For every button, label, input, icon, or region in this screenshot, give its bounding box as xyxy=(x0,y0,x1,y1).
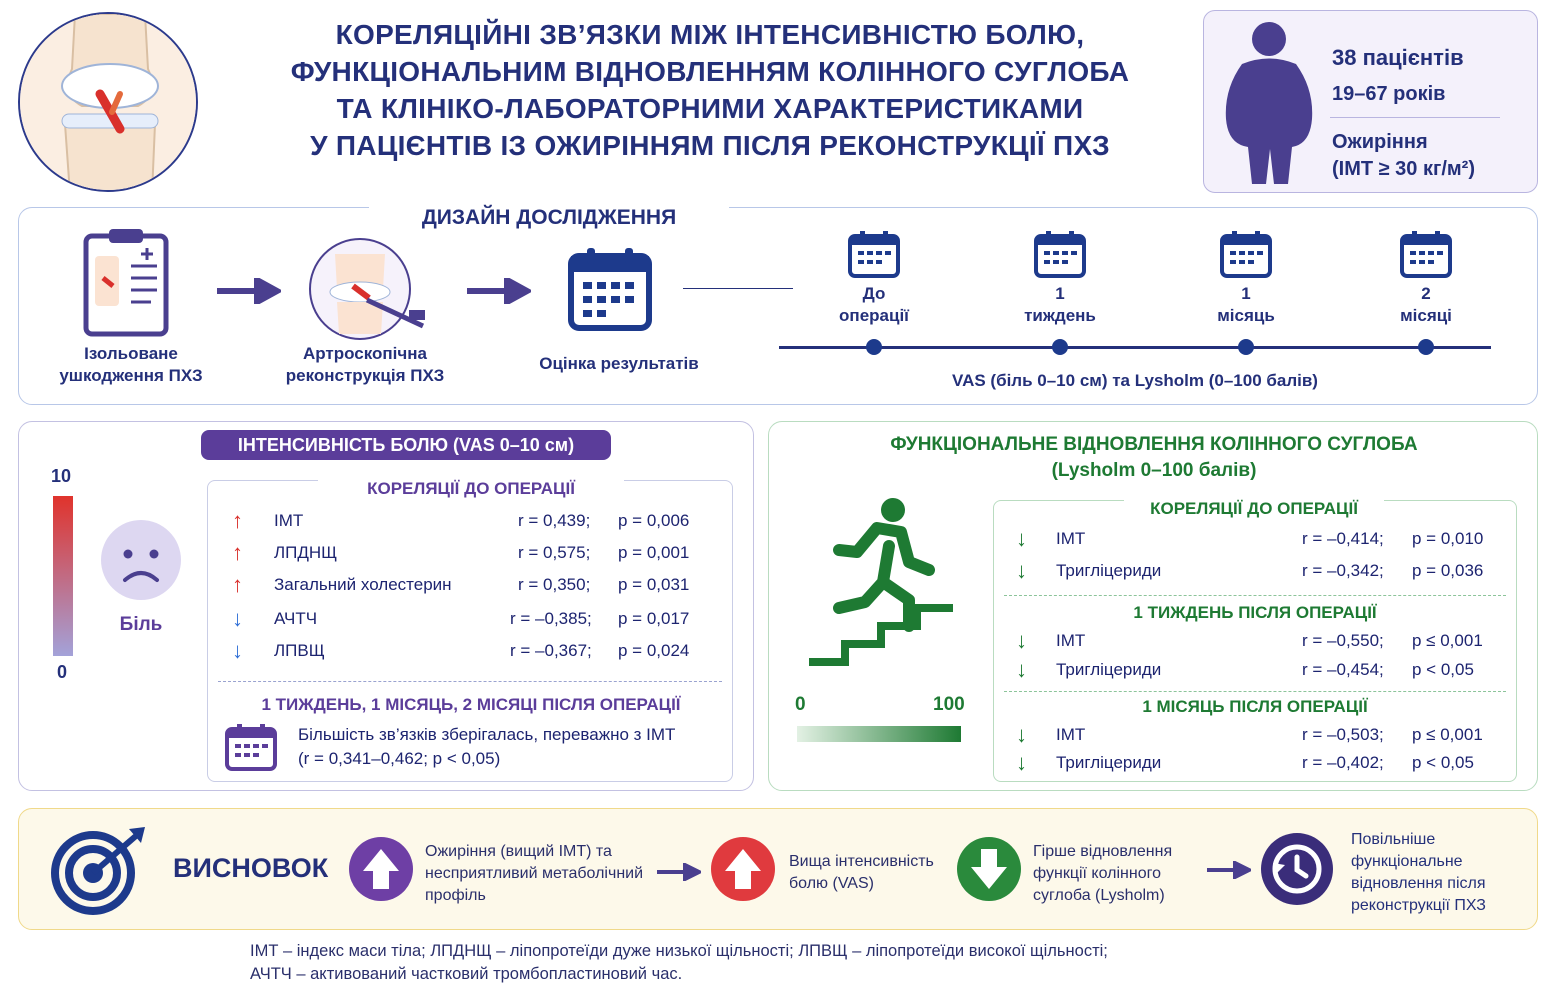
pain-postop-text xyxy=(298,723,675,771)
timepoint-line-1: 1 xyxy=(1055,284,1065,303)
calendar-icon xyxy=(567,246,653,332)
title-line-3: ТА КЛІНІКО-ЛАБОРАТОРНИМИ ХАРАКТЕРИСТИКАМИ xyxy=(336,93,1084,124)
function-row-name: ІМТ xyxy=(1056,631,1086,650)
arrow-down-icon: ↓ xyxy=(1016,558,1027,583)
assessment-scales: VAS (біль 0–10 см) та Lysholm (0–100 балів) xyxy=(952,371,1318,390)
function-divider xyxy=(1004,691,1506,692)
conclusion-step-2-line-1: Вища інтенсивність xyxy=(789,853,934,870)
study-design-panel xyxy=(18,207,1538,405)
timepoint-line-1: 1 xyxy=(1241,284,1251,303)
arrow-down-icon: ↓ xyxy=(1016,722,1027,747)
footnote-line-2: АЧТЧ – активований частковий тромбопластиновий час. xyxy=(250,965,683,983)
function-row-name: Тригліцериди xyxy=(1056,660,1162,679)
pain-row-r: r = –0,367; xyxy=(510,641,592,660)
title-line-2: ФУНКЦІОНАЛЬНИМ ВІДНОВЛЕННЯМ КОЛІННОГО СУГЛОБА xyxy=(290,56,1130,87)
step-1-label xyxy=(41,343,221,387)
conclusion-step-3-circle xyxy=(957,837,1021,901)
arrow-down-icon: ↓ xyxy=(232,638,243,663)
function-row-p: p < 0,05 xyxy=(1412,753,1474,772)
timeline-axis xyxy=(779,346,1491,349)
function-row-triglycerides xyxy=(1016,658,1496,682)
function-row-r: r = –0,402; xyxy=(1302,753,1384,772)
step-1-line-1: Ізольоване xyxy=(84,344,178,363)
pain-title: ІНТЕНСИВНІСТЬ БОЛЮ (VAS 0–10 см) xyxy=(201,430,611,460)
timepoint-line-2: тиждень xyxy=(1024,306,1096,325)
pain-row-r: r = 0,575; xyxy=(518,543,591,562)
function-row-r: r = –0,454; xyxy=(1302,660,1384,679)
conclusion-step-2-circle xyxy=(711,837,775,901)
function-row-r: r = –0,414; xyxy=(1302,529,1384,548)
function-group-title: КОРЕЛЯЦІЇ ДО ОПЕРАЦІЇ xyxy=(1124,499,1384,519)
pain-row-vldl xyxy=(232,541,712,565)
timepoint-line-2: операції xyxy=(839,306,909,325)
clock-history-icon xyxy=(1261,833,1333,905)
page-title xyxy=(220,16,1200,164)
function-row-bmi xyxy=(1016,723,1496,747)
function-row-bmi xyxy=(1016,527,1496,551)
arrow-down-icon: ↓ xyxy=(232,606,243,631)
arrow-up-icon xyxy=(711,837,775,901)
function-title-2: (Lysholm 0–100 балів) xyxy=(1051,460,1257,481)
pain-face-label: Біль xyxy=(119,614,163,635)
knee-illustration xyxy=(18,12,198,192)
footnote xyxy=(250,940,1450,986)
conclusion-step-3-text xyxy=(1033,841,1203,907)
timeline-dot xyxy=(866,339,882,355)
function-correlations-box xyxy=(993,500,1517,782)
conclusion-step-1-line-3: профіль xyxy=(425,887,486,904)
study-design-title: ДИЗАЙН ДОСЛІДЖЕННЯ xyxy=(369,206,729,230)
pain-row-p: p = 0,001 xyxy=(618,543,690,562)
pain-row-name: ЛПДНЩ xyxy=(274,543,338,562)
arrow-down-icon: ↓ xyxy=(1016,526,1027,551)
obesity-label: Ожиріння xyxy=(1332,131,1428,153)
pain-correlations-box xyxy=(207,480,733,782)
pain-row-p: p = 0,024 xyxy=(618,641,690,660)
connector-line xyxy=(683,288,793,289)
timepoint-line-1: До xyxy=(862,284,886,303)
conclusion-step-2-text xyxy=(789,851,959,895)
pain-scale-bar xyxy=(53,496,73,656)
calendar-icon xyxy=(1033,230,1087,278)
function-row-p: p < 0,05 xyxy=(1412,660,1474,679)
running-stairs-icon xyxy=(805,496,965,668)
arrow-down-icon: ↓ xyxy=(1016,657,1027,682)
pain-row-r: r = 0,439; xyxy=(518,511,591,530)
conclusion-step-4-line-2: функціональне xyxy=(1351,853,1463,870)
timeline-dot xyxy=(1238,339,1254,355)
title-line-4: У ПАЦІЄНТІВ ІЗ ОЖИРІННЯМ ПІСЛЯ РЕКОНСТРУКЦІЇ ПХЗ xyxy=(310,130,1110,161)
pain-postop-title: 1 ТИЖДЕНЬ, 1 МІСЯЦЬ, 2 МІСЯЦІ ПІСЛЯ ОПЕРАЦІЇ xyxy=(261,695,681,714)
knee-joint-icon xyxy=(20,14,198,192)
function-group-title: 1 ТИЖДЕНЬ ПІСЛЯ ОПЕРАЦІЇ xyxy=(1133,603,1377,622)
function-scale-min: 0 xyxy=(795,694,806,715)
pain-row-name: ЛПВЩ xyxy=(274,641,325,660)
function-row-p: p = 0,036 xyxy=(1412,561,1484,580)
conclusion-step-4-text xyxy=(1351,829,1531,917)
calendar-icon xyxy=(224,723,278,771)
function-row-p: p ≤ 0,001 xyxy=(1412,725,1483,744)
arrow-down-icon: ↓ xyxy=(1016,628,1027,653)
step-3-label: Оцінка результатів xyxy=(539,354,699,373)
arthroscopy-icon xyxy=(305,234,435,344)
function-row-r: r = –0,503; xyxy=(1302,725,1384,744)
function-scale-max: 100 xyxy=(933,694,965,715)
target-icon xyxy=(49,825,149,915)
timeline-dot xyxy=(1052,339,1068,355)
arrow-right-icon xyxy=(1207,861,1251,879)
bmi-threshold: (ІМТ ≥ 30 кг/м²) xyxy=(1332,158,1475,180)
pain-row-aptt xyxy=(232,607,712,631)
function-row-p: p = 0,010 xyxy=(1412,529,1484,548)
conclusion-step-1-line-2: несприятливий метаболічний xyxy=(425,865,644,882)
pain-row-p: p = 0,006 xyxy=(618,511,690,530)
conclusion-step-1-text xyxy=(425,841,665,907)
conclusion-step-4-line-4: реконструкції ПХЗ xyxy=(1351,897,1486,914)
arrow-up-icon: ↑ xyxy=(232,508,243,533)
function-scale-bar xyxy=(797,726,961,742)
function-title-1: ФУНКЦІОНАЛЬНЕ ВІДНОВЛЕННЯ КОЛІННОГО СУГЛОБА xyxy=(890,434,1418,455)
patients-divider xyxy=(1330,117,1500,118)
pain-divider xyxy=(218,681,722,682)
pain-postop-line-2: (r = 0,341–0,462; p < 0,05) xyxy=(298,749,501,768)
conclusion-step-3-line-3: суглоба (Lysholm) xyxy=(1033,887,1165,904)
function-group-title: 1 МІСЯЦЬ ПІСЛЯ ОПЕРАЦІЇ xyxy=(1142,697,1368,716)
conclusion-step-3-line-1: Гірше відновлення xyxy=(1033,843,1173,860)
timepoint-1-month xyxy=(1201,230,1291,327)
pain-row-name: ІМТ xyxy=(274,511,304,530)
pain-row-p: p = 0,031 xyxy=(618,575,690,594)
pain-panel xyxy=(18,421,754,791)
arrow-down-icon xyxy=(957,837,1021,901)
function-panel xyxy=(768,421,1538,791)
timepoint-2-months xyxy=(1381,230,1471,327)
pain-scale-min: 0 xyxy=(57,662,68,682)
step-2-label xyxy=(265,343,465,387)
function-row-bmi xyxy=(1016,629,1496,653)
function-row-name: ІМТ xyxy=(1056,529,1086,548)
arrow-right-icon xyxy=(467,278,531,304)
step-2-line-1: Артроскопічна xyxy=(302,344,427,363)
pain-row-name: АЧТЧ xyxy=(274,609,318,628)
step-1-line-2: ушкодження ПХЗ xyxy=(59,366,203,385)
pain-row-name: Загальний холестерин xyxy=(274,575,452,594)
calendar-icon xyxy=(847,230,901,278)
pain-row-p: p = 0,017 xyxy=(618,609,690,628)
function-row-r: r = –0,342; xyxy=(1302,561,1384,580)
pain-preop-title: КОРЕЛЯЦІЇ ДО ОПЕРАЦІЇ xyxy=(318,479,624,499)
function-row-triglycerides xyxy=(1016,559,1496,583)
obese-person-icon xyxy=(1222,19,1317,187)
conclusion-step-1-line-1: Ожиріння (вищий ІМТ) та xyxy=(425,843,612,860)
patients-card xyxy=(1203,10,1538,193)
footnote-line-1: ІМТ – індекс маси тіла; ЛПДНЩ – ліпопротеїди дуже низької щільності; ЛПВЩ – ліпопротеїди високої щільності; xyxy=(250,942,1108,960)
conclusion-panel xyxy=(18,808,1538,930)
arrow-right-icon xyxy=(217,278,281,304)
function-row-r: r = –0,550; xyxy=(1302,631,1384,650)
timepoint-line-2: місяці xyxy=(1400,306,1452,325)
arrow-right-icon xyxy=(657,863,701,881)
timepoint-before-op xyxy=(829,230,919,327)
patients-count: 38 пацієнтів xyxy=(1332,45,1464,70)
conclusion-label: ВИСНОВОК xyxy=(173,853,329,883)
function-row-name: Тригліцериди xyxy=(1056,561,1162,580)
arrow-up-icon: ↑ xyxy=(232,572,243,597)
pain-row-cholesterol xyxy=(232,573,712,597)
conclusion-step-4-circle xyxy=(1261,833,1333,905)
pain-row-hdl xyxy=(232,639,712,663)
arrow-down-icon: ↓ xyxy=(1016,750,1027,775)
calendar-icon xyxy=(1219,230,1273,278)
timepoint-line-1: 2 xyxy=(1421,284,1431,303)
title-line-1: КОРЕЛЯЦІЙНІ ЗВ’ЯЗКИ МІЖ ІНТЕНСИВНІСТЮ БОЛЮ, xyxy=(335,19,1085,50)
timeline-dot xyxy=(1418,339,1434,355)
conclusion-step-2-line-2: болю (VAS) xyxy=(789,875,874,892)
function-row-name: ІМТ xyxy=(1056,725,1086,744)
pain-row-r: r = 0,350; xyxy=(518,575,591,594)
function-divider xyxy=(1004,595,1506,596)
conclusion-step-1-circle xyxy=(349,837,413,901)
arrow-up-icon: ↑ xyxy=(232,540,243,565)
timepoint-line-2: місяць xyxy=(1217,306,1275,325)
timepoint-1-week xyxy=(1015,230,1105,327)
pain-row-r: r = –0,385; xyxy=(510,609,592,628)
function-row-triglycerides xyxy=(1016,751,1496,775)
step-2-line-2: реконструкція ПХЗ xyxy=(285,366,445,385)
sad-face-icon xyxy=(99,518,183,602)
pain-postop-line-1: Більшість зв’язків зберігалась, переважно з ІМТ xyxy=(298,725,676,744)
calendar-icon xyxy=(1399,230,1453,278)
pain-row-bmi xyxy=(232,509,712,533)
pain-scale-max: 10 xyxy=(51,466,72,486)
function-row-name: Тригліцериди xyxy=(1056,753,1162,772)
clipboard-icon xyxy=(81,226,171,338)
function-row-p: p ≤ 0,001 xyxy=(1412,631,1483,650)
conclusion-step-3-line-2: функції колінного xyxy=(1033,865,1161,882)
arrow-up-icon xyxy=(349,837,413,901)
conclusion-step-4-line-3: відновлення після xyxy=(1351,875,1486,892)
patients-age: 19–67 років xyxy=(1332,83,1446,105)
conclusion-step-4-line-1: Повільніше xyxy=(1351,831,1436,848)
